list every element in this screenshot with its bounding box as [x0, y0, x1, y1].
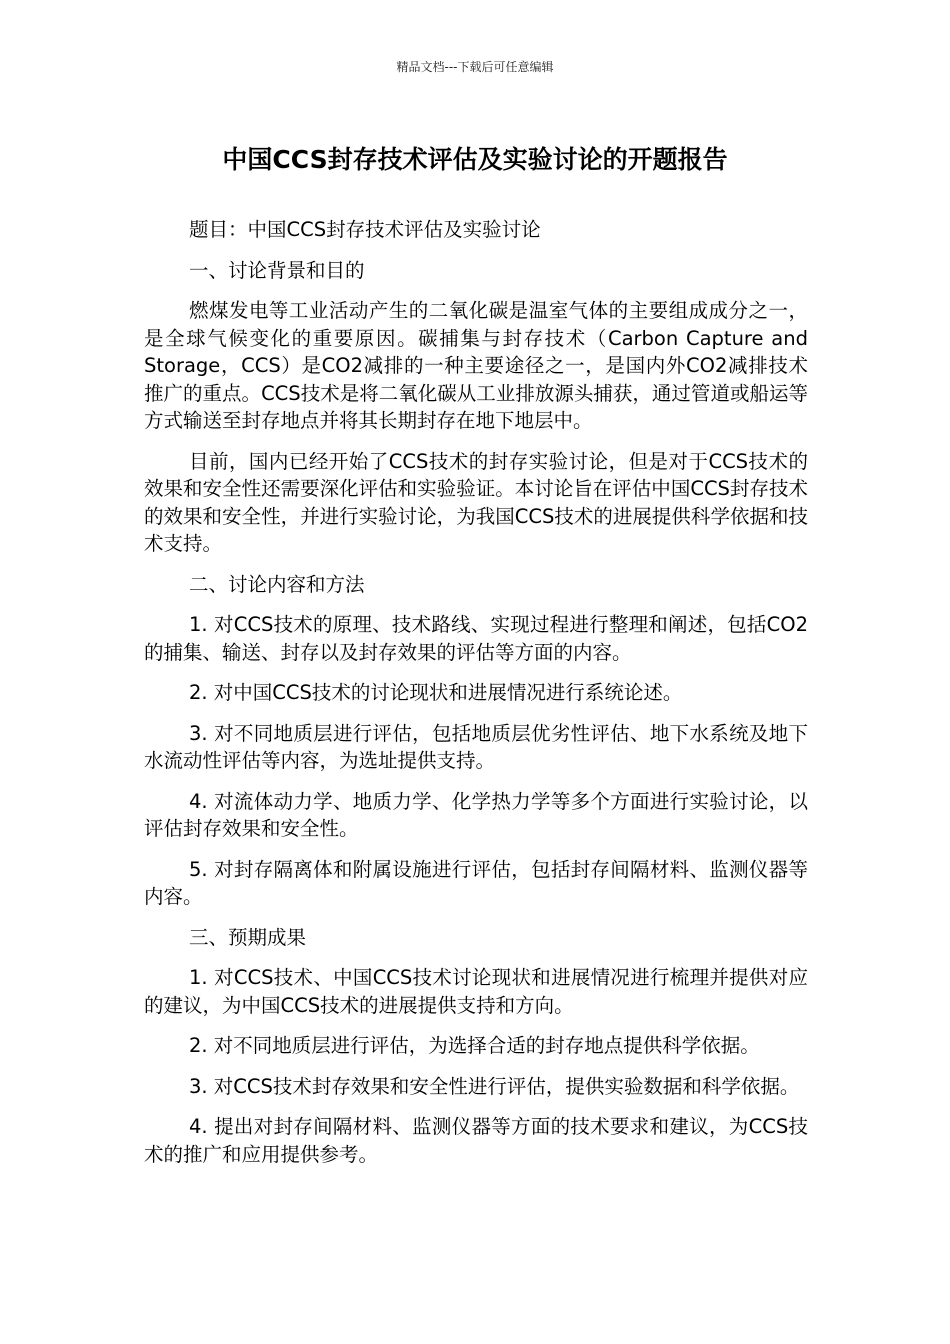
list-item: 4. 对流体动力学、地质力学、化学热力学等多个方面进行实验讨论，以评估封存效果和安全性。	[144, 789, 808, 840]
section-heading-background: 一、讨论背景和目的	[189, 258, 365, 282]
list-item: 1. 对CCS技术、中国CCS技术讨论现状和进展情况进行梳理并提供对应的建议，为中国CCS技术的进展提供支持和方向。	[144, 966, 808, 1017]
list-item: 4. 提出对封存间隔材料、监测仪器等方面的技术要求和建议，为CCS技术的推广和应用提供参考。	[144, 1115, 808, 1166]
body-paragraph: 目前，国内已经开始了CCS技术的封存实验讨论，但是对于CCS技术的效果和安全性还需要深化评估和实验验证。本讨论旨在评估中国CCS封存技术的效果和安全性，并进行实验讨论，为我国CCS技术的进展提供科学依据和技术支持。	[144, 449, 808, 555]
document-title: 中国CCS封存技术评估及实验讨论的开题报告	[222, 145, 728, 174]
section-heading-content-methods: 二、讨论内容和方法	[189, 572, 365, 596]
list-item: 5. 对封存隔离体和附属设施进行评估，包括封存间隔材料、监测仪器等内容。	[144, 857, 808, 908]
body-paragraph: 燃煤发电等工业活动产生的二氧化碳是温室气体的主要组成成分之一，是全球气候变化的重要原因。碳捕集与封存技术（Carbon Capture and Storage，CCS）是CO2减排的一种主要途径之一，是国内外CO2减排技术推广的重点。CCS技术是将二氧化碳从工业排放源头捕获，通过管道或船运等方式输送至封存地点并将其长期封存在地下地层中。	[144, 299, 808, 432]
subject-line: 题目：中国CCS封存技术评估及实验讨论	[189, 218, 541, 241]
header-note: 精品文档---下载后可任意编辑	[396, 60, 554, 74]
list-item: 2. 对不同地质层进行评估，为选择合适的封存地点提供科学依据。	[189, 1034, 760, 1057]
list-item: 1. 对CCS技术的原理、技术路线、实现过程进行整理和阐述，包括CO2的捕集、输送、封存以及封存效果的评估等方面的内容。	[144, 613, 808, 664]
list-item: 2. 对中国CCS技术的讨论现状和进展情况进行系统论述。	[189, 681, 683, 704]
document-body	[144, 216, 808, 1181]
list-item: 3. 对不同地质层进行评估，包括地质层优劣性评估、地下水系统及地下水流动性评估等内容，为选址提供支持。	[144, 721, 808, 772]
list-item: 3. 对CCS技术封存效果和安全性进行评估，提供实验数据和科学依据。	[189, 1074, 800, 1098]
section-heading-expected-results: 三、预期成果	[189, 925, 307, 949]
